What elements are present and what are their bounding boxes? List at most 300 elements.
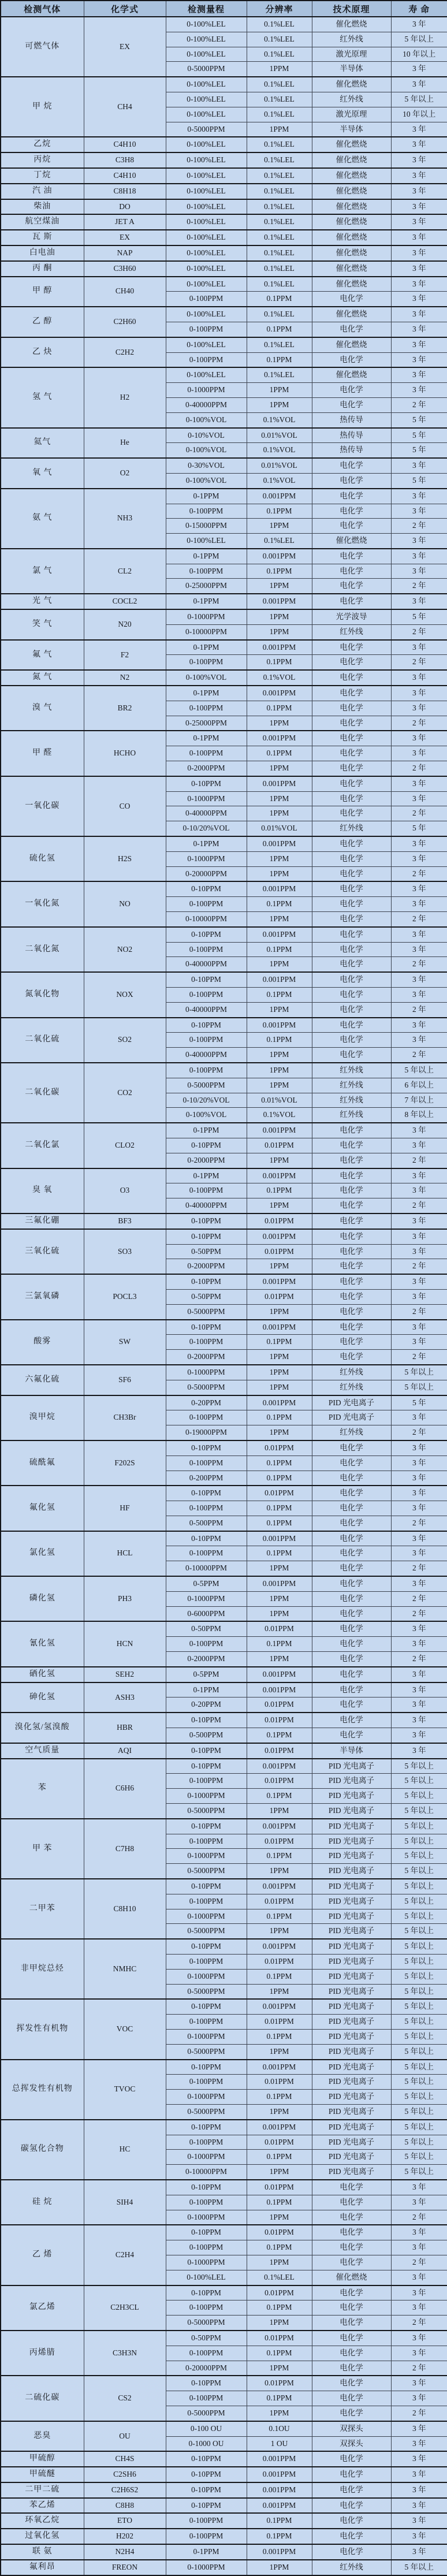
range-cell: 0-30%VOL	[166, 458, 247, 473]
gas-cell: 氯乙烯	[1, 2285, 84, 2331]
principle-cell: 半导体	[312, 1743, 391, 1759]
lifespan-cell: 3 年	[391, 214, 447, 230]
principle-cell: 催化燃烧	[312, 137, 391, 152]
table-row	[1, 2421, 447, 2436]
table-row	[1, 2331, 447, 2346]
gas-cell: 甲硫醚	[1, 2467, 84, 2482]
resolution-cell: 0.01PPM	[247, 1621, 312, 1636]
range-cell: 0-200PPM	[166, 1471, 247, 1486]
principle-cell: 电化学	[312, 2285, 391, 2300]
lifespan-cell: 3 年	[391, 337, 447, 352]
range-cell: 0-2000PPM	[166, 1259, 247, 1274]
gas-cell: 丁烷	[1, 168, 84, 184]
range-cell: 0-2000PPM	[166, 1350, 247, 1365]
lifespan-cell: 3 年	[391, 245, 447, 261]
formula-cell: C2H2	[84, 337, 166, 368]
gas-cell: 氮氧化物	[1, 972, 84, 1017]
lifespan-cell: 3 年	[391, 2482, 447, 2498]
table-row	[1, 137, 447, 152]
principle-cell: 电化学	[312, 836, 391, 851]
table-row	[1, 927, 447, 942]
lifespan-cell: 5 年以上	[391, 1365, 447, 1380]
range-cell: 0-1PPM	[166, 1123, 247, 1138]
formula-cell: C8H10	[84, 1879, 166, 1939]
table-row	[1, 549, 447, 564]
range-cell: 0-1000PPM	[166, 1591, 247, 1606]
range-cell: 0-5000PPM	[166, 1380, 247, 1395]
range-cell: 0-100%LEL	[166, 152, 247, 168]
principle-cell: 电化学	[312, 1576, 391, 1591]
range-cell: 0-1000PPM	[166, 1365, 247, 1380]
lifespan-cell: 3 年	[391, 322, 447, 337]
principle-cell: 激光原理	[312, 107, 391, 122]
lifespan-cell: 3 年	[391, 927, 447, 942]
lifespan-cell: 3 年	[391, 791, 447, 806]
resolution-cell: 1PPM	[247, 716, 312, 731]
formula-cell: SF6	[84, 1365, 166, 1395]
table-row	[1, 261, 447, 277]
lifespan-cell: 8 年以上	[391, 1108, 447, 1123]
lifespan-cell: 3 年	[391, 307, 447, 322]
range-cell: 0-100PPM	[166, 2135, 247, 2150]
lifespan-cell: 2 年	[391, 957, 447, 972]
principle-cell: 电化学	[312, 1606, 391, 1621]
lifespan-cell: 2 年	[391, 806, 447, 821]
range-cell: 0-10PPM	[166, 2482, 247, 2498]
lifespan-cell: 3 年	[391, 1320, 447, 1335]
principle-cell: 电化学	[312, 2451, 391, 2467]
principle-cell: 电化学	[312, 1621, 391, 1636]
range-cell: 0-100%VOL	[166, 443, 247, 458]
range-cell: 0-100%LEL	[166, 2270, 247, 2285]
resolution-cell: 1PPM	[247, 851, 312, 866]
range-cell: 0-5000PPM	[166, 1078, 247, 1093]
principle-cell: 电化学	[312, 2225, 391, 2240]
gas-cell: 溴 气	[1, 686, 84, 731]
table-row	[1, 881, 447, 896]
table-row	[1, 836, 447, 851]
range-cell: 0-100PPM	[166, 1894, 247, 1909]
principle-cell: 红外线	[312, 1365, 391, 1380]
principle-cell: 催化燃烧	[312, 214, 391, 230]
table-row	[1, 458, 447, 473]
resolution-cell: 1PPM	[247, 1365, 312, 1380]
range-cell: 0-10PPM	[166, 2498, 247, 2514]
principle-cell: 电化学	[312, 1213, 391, 1229]
resolution-cell: 0.1%LEL	[247, 245, 312, 261]
range-cell: 0-100PPM	[166, 1955, 247, 1970]
resolution-cell: 0.1%VOL	[247, 412, 312, 427]
lifespan-cell: 3 年	[391, 352, 447, 367]
lifespan-cell: 2 年	[391, 2361, 447, 2376]
principle-cell: PID 光电离子	[312, 1955, 391, 1970]
lifespan-cell: 3 年	[391, 2285, 447, 2300]
gas-cell: 硫酰氟	[1, 1440, 84, 1486]
resolution-cell: 0.1PPM	[247, 1335, 312, 1350]
formula-cell: C3H8	[84, 152, 166, 168]
resolution-cell: 0.01PPM	[247, 1894, 312, 1909]
table-row	[1, 2498, 447, 2514]
table-row	[1, 1123, 447, 1138]
range-cell: 0-100%LEL	[166, 77, 247, 92]
lifespan-cell: 3 年	[391, 594, 447, 609]
formula-cell: C4H10	[84, 168, 166, 184]
table-row	[1, 199, 447, 215]
range-cell: 0-1000PPM	[166, 2210, 247, 2225]
formula-cell: HBR	[84, 1713, 166, 1743]
principle-cell: 催化燃烧	[312, 199, 391, 215]
gas-cell: 总挥发性有机物	[1, 2060, 84, 2120]
gas-cell: 甲 苯	[1, 1819, 84, 1879]
table-row	[1, 230, 447, 245]
principle-cell: 电化学	[312, 2180, 391, 2195]
gas-cell: 氰化氢	[1, 1621, 84, 1666]
gas-cell: 砷化氢	[1, 1682, 84, 1713]
gas-cell: 笑 气	[1, 609, 84, 640]
range-cell: 0-10PPM	[166, 1138, 247, 1153]
range-cell: 0-10%VOL	[166, 428, 247, 443]
principle-cell: 电化学	[312, 2513, 391, 2529]
range-cell: 0-1PPM	[166, 549, 247, 564]
principle-cell: PID 光电离子	[312, 2060, 391, 2075]
lifespan-cell: 3 年	[391, 1531, 447, 1546]
resolution-cell: 0.1%LEL	[247, 137, 312, 152]
resolution-cell: 1PPM	[247, 2165, 312, 2180]
lifespan-cell: 5 年	[391, 1395, 447, 1410]
formula-cell: NO	[84, 881, 166, 926]
range-cell: 0-100%LEL	[166, 107, 247, 122]
range-cell: 0-19000PPM	[166, 1425, 247, 1440]
resolution-cell: 1PPM	[247, 912, 312, 927]
lifespan-cell: 5 年以上	[391, 1909, 447, 1924]
header-gas: 检测气体	[1, 1, 84, 17]
principle-cell: 热传导	[312, 428, 391, 443]
resolution-cell: 1PPM	[247, 1561, 312, 1576]
table-row	[1, 367, 447, 382]
lifespan-cell: 5 年以上	[391, 2120, 447, 2135]
resolution-cell: 0.1PPM	[247, 2240, 312, 2255]
principle-cell: 红外线	[312, 1425, 391, 1440]
formula-cell: FREON	[84, 2560, 166, 2575]
gas-cell: 联 氨	[1, 2544, 84, 2560]
range-cell: 0-100PPM	[166, 897, 247, 912]
principle-cell: 红外线	[312, 1093, 391, 1108]
lifespan-cell: 3 年	[391, 1033, 447, 1048]
principle-cell: 双探头	[312, 2421, 391, 2436]
range-cell: 0-100PPM	[166, 2300, 247, 2316]
lifespan-cell: 5 年以上	[391, 1864, 447, 1879]
gas-cell: 二硫化碳	[1, 2376, 84, 2421]
resolution-cell: 0.1PPM	[247, 1471, 312, 1486]
formula-cell: SW	[84, 1320, 166, 1365]
principle-cell: 电化学	[312, 2255, 391, 2270]
range-cell: 0-100PPM	[166, 1637, 247, 1652]
range-cell: 0-10000PPM	[166, 624, 247, 639]
resolution-cell: 0.01PPM	[247, 1743, 312, 1759]
range-cell: 0-50PPM	[166, 1621, 247, 1636]
resolution-cell: 0.1PPM	[247, 2195, 312, 2210]
gas-cell: 硅 烷	[1, 2180, 84, 2225]
lifespan-cell: 3 年	[391, 776, 447, 791]
resolution-cell: 0.001PPM	[247, 1682, 312, 1698]
lifespan-cell: 3 年	[391, 1168, 447, 1183]
principle-cell: 电化学	[312, 2498, 391, 2514]
principle-cell: PID 光电离子	[312, 2165, 391, 2180]
gas-cell: 氮 气	[1, 670, 84, 686]
formula-cell: CH4	[84, 77, 166, 137]
range-cell: 0-100PPM	[166, 2075, 247, 2090]
principle-cell: 电化学	[312, 640, 391, 655]
formula-cell: CH3Br	[84, 1395, 166, 1440]
range-cell: 0-20000PPM	[166, 2361, 247, 2376]
resolution-cell: 0.1%LEL	[247, 47, 312, 62]
range-cell: 0-10PPM	[166, 1320, 247, 1335]
range-cell: 0-100PPM	[166, 2529, 247, 2544]
formula-cell: CS2	[84, 2376, 166, 2421]
principle-cell: 电化学	[312, 776, 391, 791]
principle-cell: PID 光电离子	[312, 1789, 391, 1804]
principle-cell: 电化学	[312, 1138, 391, 1153]
lifespan-cell: 5 年以上	[391, 32, 447, 47]
principle-cell: 电化学	[312, 1440, 391, 1455]
resolution-cell: 1PPM	[247, 1380, 312, 1395]
gas-cell: 氟 气	[1, 640, 84, 671]
resolution-cell: 0.001PPM	[247, 1168, 312, 1183]
resolution-cell: 0.001PPM	[247, 2544, 312, 2560]
range-cell: 0-1PPM	[166, 640, 247, 655]
principle-cell: 催化燃烧	[312, 261, 391, 277]
formula-cell: JET A	[84, 214, 166, 230]
formula-cell: HCL	[84, 1531, 166, 1576]
principle-cell: 红外线	[312, 1063, 391, 1078]
resolution-cell: 1PPM	[247, 791, 312, 806]
resolution-cell: 0.1PPM	[247, 1501, 312, 1516]
range-cell: 0-100%LEL	[166, 137, 247, 152]
table-row	[1, 2560, 447, 2575]
resolution-cell: 0.1PPM	[247, 2090, 312, 2105]
lifespan-cell: 3 年	[391, 2421, 447, 2436]
gas-cell: 酸雾	[1, 1320, 84, 1365]
range-cell: 0-10PPM	[166, 1713, 247, 1728]
lifespan-cell: 2 年	[391, 912, 447, 927]
range-cell: 0-100PPM	[166, 2391, 247, 2406]
lifespan-cell: 5 年以上	[391, 1759, 447, 1774]
principle-cell: PID 光电离子	[312, 1774, 391, 1789]
principle-cell: 电化学	[312, 1698, 391, 1713]
header-row	[1, 1, 447, 17]
principle-cell: 电化学	[312, 2195, 391, 2210]
resolution-cell: 1PPM	[247, 397, 312, 412]
lifespan-cell: 3 年	[391, 277, 447, 292]
lifespan-cell: 5 年以上	[391, 1834, 447, 1849]
range-cell: 0-5000PPM	[166, 2406, 247, 2421]
resolution-cell: 0.1PPM	[247, 1516, 312, 1531]
resolution-cell: 0.01PPM	[247, 2331, 312, 2346]
header-resolution: 分辨率	[247, 1, 312, 17]
lifespan-cell: 3 年	[391, 261, 447, 277]
lifespan-cell: 3 年	[391, 851, 447, 866]
principle-cell: 电化学	[312, 1531, 391, 1546]
resolution-cell: 1PPM	[247, 2316, 312, 2331]
resolution-cell: 0.1%LEL	[247, 230, 312, 245]
resolution-cell: 0.001PPM	[247, 1229, 312, 1244]
lifespan-cell: 3 年	[391, 2180, 447, 2195]
formula-cell: HC	[84, 2120, 166, 2180]
principle-cell: 电化学	[312, 957, 391, 972]
range-cell: 0-100%LEL	[166, 307, 247, 322]
lifespan-cell: 5 年以上	[391, 1774, 447, 1789]
principle-cell: 催化燃烧	[312, 534, 391, 549]
principle-cell: 电化学	[312, 2376, 391, 2391]
principle-cell: 电化学	[312, 927, 391, 942]
table-row	[1, 1274, 447, 1289]
range-cell: 0-5000PPM	[166, 2104, 247, 2119]
lifespan-cell: 5 年以上	[391, 2135, 447, 2150]
table-row	[1, 1531, 447, 1546]
resolution-cell: 0.001PPM	[247, 731, 312, 746]
formula-cell: SEH2	[84, 1667, 166, 1682]
principle-cell: 催化燃烧	[312, 2270, 391, 2285]
gas-cell: 可燃气体	[1, 17, 84, 77]
resolution-cell: 1PPM	[247, 1153, 312, 1168]
resolution-cell: 1PPM	[247, 2560, 312, 2575]
range-cell: 0-10PPM	[166, 2120, 247, 2135]
lifespan-cell: 3 年	[391, 122, 447, 137]
lifespan-cell: 3 年	[391, 1244, 447, 1259]
range-cell: 0-40000PPM	[166, 806, 247, 821]
resolution-cell: 0.1PPM	[247, 2150, 312, 2165]
gas-cell: 恶臭	[1, 2421, 84, 2452]
lifespan-cell: 3 年	[391, 1183, 447, 1198]
range-cell: 0-6000PPM	[166, 1606, 247, 1621]
lifespan-cell: 3 年	[391, 988, 447, 1003]
resolution-cell: 0.1%VOL	[247, 473, 312, 488]
resolution-cell: 0.001PPM	[247, 2451, 312, 2467]
table-row	[1, 1018, 447, 1033]
range-cell: 0-100%LEL	[166, 214, 247, 230]
resolution-cell: 1PPM	[247, 579, 312, 594]
principle-cell: 半导体	[312, 122, 391, 137]
lifespan-cell: 2 年	[391, 866, 447, 881]
lifespan-cell: 3 年	[391, 1637, 447, 1652]
resolution-cell: 0.1%VOL	[247, 670, 312, 686]
lifespan-cell: 3 年	[391, 549, 447, 564]
table-row	[1, 1440, 447, 1455]
table-row	[1, 594, 447, 609]
principle-cell: 催化燃烧	[312, 230, 391, 245]
formula-cell: H2S	[84, 836, 166, 881]
resolution-cell: 0.1PPM	[247, 2300, 312, 2316]
gas-cell: 苯	[1, 1759, 84, 1819]
range-cell: 0-100%LEL	[166, 47, 247, 62]
table-row	[1, 972, 447, 987]
lifespan-cell: 5 年以上	[391, 1999, 447, 2014]
range-cell: 0-1000PPM	[166, 2090, 247, 2105]
principle-cell: 电化学	[312, 489, 391, 504]
lifespan-cell: 5 年以上	[391, 2029, 447, 2044]
resolution-cell: 1PPM	[247, 1924, 312, 1939]
formula-cell: HCHO	[84, 731, 166, 776]
principle-cell: 电化学	[312, 670, 391, 686]
range-cell: 0-1000PPM	[166, 1969, 247, 1984]
range-cell: 0-100%LEL	[166, 367, 247, 382]
gas-cell: 氟利昂	[1, 2560, 84, 2575]
lifespan-cell: 3 年	[391, 199, 447, 215]
lifespan-cell: 3 年	[391, 746, 447, 761]
principle-cell: 催化燃烧	[312, 337, 391, 352]
resolution-cell: 0.001PPM	[247, 2467, 312, 2482]
range-cell: 0-10PPM	[166, 2376, 247, 2391]
resolution-cell: 0.1PPM	[247, 1033, 312, 1048]
principle-cell: 催化燃烧	[312, 307, 391, 322]
principle-cell: 电化学	[312, 1682, 391, 1698]
gas-cell: 溴化氢/氢溴酸	[1, 1713, 84, 1743]
resolution-cell: 1PPM	[247, 1804, 312, 1819]
resolution-cell: 0.001PPM	[247, 686, 312, 701]
gas-cell: 碳氢化合物	[1, 2120, 84, 2180]
range-cell: 0-10PPM	[166, 1819, 247, 1834]
formula-cell: C4H10	[84, 137, 166, 152]
range-cell: 0-1000PPM	[166, 851, 247, 866]
resolution-cell: 0.001PPM	[247, 2120, 312, 2135]
gas-cell: 溴甲烷	[1, 1395, 84, 1440]
range-cell: 0-10PPM	[166, 2060, 247, 2075]
lifespan-cell: 3 年	[391, 458, 447, 473]
resolution-cell: 0.1%LEL	[247, 152, 312, 168]
resolution-cell: 1PPM	[247, 122, 312, 137]
formula-cell: H2	[84, 367, 166, 427]
principle-cell: 电化学	[312, 2300, 391, 2316]
table-row	[1, 1621, 447, 1636]
lifespan-cell: 3 年	[391, 2346, 447, 2361]
formula-cell: CH4S	[84, 2451, 166, 2467]
range-cell: 0-100PPM	[166, 1063, 247, 1078]
table-row	[1, 2180, 447, 2195]
range-cell: 0-100%LEL	[166, 92, 247, 107]
gas-cell: 乙 烯	[1, 2225, 84, 2285]
table-row	[1, 1168, 447, 1183]
range-cell: 0-1000PPM	[166, 1789, 247, 1804]
range-cell: 0-100PPM	[166, 322, 247, 337]
gas-cell: 瓦 斯	[1, 230, 84, 245]
lifespan-cell: 2 年	[391, 761, 447, 776]
principle-cell: 电化学	[312, 2482, 391, 2498]
gas-cell: 过氧化氢	[1, 2529, 84, 2544]
lifespan-cell: 5 年以上	[391, 1879, 447, 1894]
lifespan-cell: 5 年	[391, 821, 447, 836]
principle-cell: 催化燃烧	[312, 168, 391, 184]
range-cell: 0-10PPM	[166, 881, 247, 896]
formula-cell: SO2	[84, 1018, 166, 1063]
table-row	[1, 245, 447, 261]
lifespan-cell: 3 年	[391, 2331, 447, 2346]
resolution-cell: 0.001PPM	[247, 2498, 312, 2514]
principle-cell: 电化学	[312, 881, 391, 896]
range-cell: 0-100%VOL	[166, 670, 247, 686]
lifespan-cell: 3 年	[391, 701, 447, 716]
range-cell: 0-1000PPM	[166, 1909, 247, 1924]
table-row	[1, 2451, 447, 2467]
formula-cell: C2H3CL	[84, 2285, 166, 2331]
principle-cell: 电化学	[312, 352, 391, 367]
resolution-cell: 1PPM	[247, 1425, 312, 1440]
resolution-cell: 0.1PPM	[247, 1789, 312, 1804]
resolution-cell: 1PPM	[247, 609, 312, 624]
principle-cell: 电化学	[312, 2467, 391, 2482]
lifespan-cell: 5 年以上	[391, 1969, 447, 1984]
range-cell: 0-100PPM	[166, 564, 247, 579]
range-cell: 0-100%LEL	[166, 17, 247, 32]
